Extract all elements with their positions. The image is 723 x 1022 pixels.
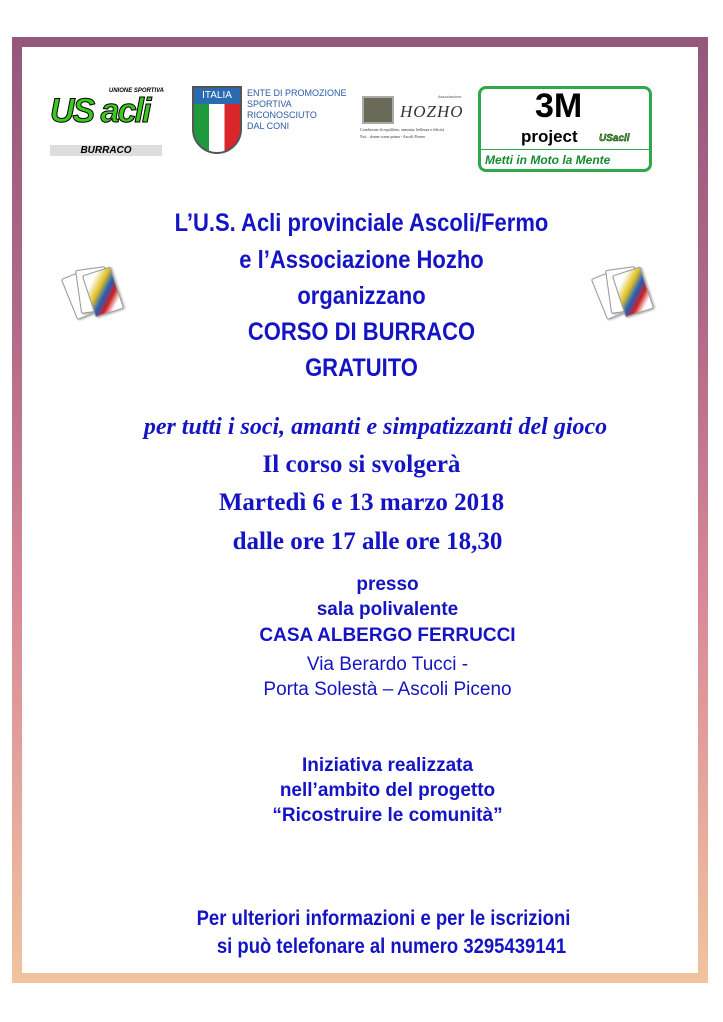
schedule-line: Il corso si svolgerà: [262, 451, 461, 478]
heading-line: e l’Associazione Hozho: [239, 246, 484, 274]
logo-text: 3M: [535, 87, 583, 125]
course-title: CORSO DI BURRACO: [247, 318, 476, 346]
logo-text: SPORTIVA: [247, 99, 292, 109]
venue-name: CASA ALBERGO FERRUCCI: [259, 625, 516, 646]
usacli-burraco-logo: [48, 88, 166, 158]
logo-text: ENTE DI PROMOZIONE: [247, 88, 347, 98]
schedule-time: dalle ore 17 alle ore 18,30: [232, 528, 503, 555]
course-free: GRATUITO: [305, 354, 418, 382]
logo-text: US acli: [50, 92, 150, 130]
hozho-logo: [360, 94, 470, 144]
venue-address: Porta Solestà – Ascoli Piceno: [263, 679, 512, 700]
venue-line: sala polivalente: [316, 599, 459, 620]
logo-text: BURRACO: [50, 145, 162, 156]
heading-line: organizzano: [297, 282, 426, 310]
logo-text: DAL CONI: [247, 121, 290, 131]
3m-project-logo: [478, 86, 652, 172]
initiative-line: nell’ambito del progetto: [279, 780, 496, 801]
logo-text: Metti in Moto la Mente: [485, 153, 611, 167]
audience-text: per tutti i soci, amanti e simpatizzanti del gioco: [143, 414, 608, 440]
logo-text: UNIONE SPORTIVA: [108, 88, 164, 94]
hozho-emblem-icon: [362, 96, 394, 124]
logo-text: RICONOSCIUTO: [247, 110, 317, 120]
heading-line: L’U.S. Acli provinciale Ascoli/Fermo: [174, 209, 549, 237]
logo-text: HOZHO: [400, 102, 464, 121]
logo-text: Condizione di equilibrio, armonia, bellezza e felicità: [360, 127, 445, 132]
footer-info: Per ulteriori informazioni e per le iscrizioni: [196, 907, 571, 930]
italia-shield-icon: [192, 86, 242, 154]
venue-line: presso: [356, 574, 419, 595]
schedule-date: Martedì 6 e 13 marzo 2018: [218, 489, 505, 516]
logo-text: Associazione: [438, 94, 462, 99]
logo-text: USacli: [599, 133, 630, 144]
logo-text: ITALIA: [194, 88, 240, 104]
logo-text: project: [521, 127, 578, 146]
logo-divider: [481, 149, 649, 150]
initiative-line: Iniziativa realizzata: [301, 755, 474, 776]
logo-text: Noi... donne come prima - Ascoli Piceno: [360, 134, 426, 139]
project-name: “Ricostruire le comunità”: [272, 805, 503, 826]
footer-phone: si può telefonare al numero 3295439141: [216, 935, 567, 958]
venue-address: Via Berardo Tucci -: [306, 654, 469, 675]
coni-logo: [192, 86, 352, 156]
